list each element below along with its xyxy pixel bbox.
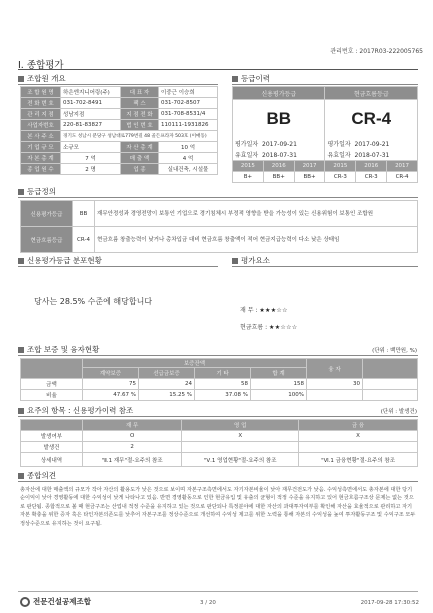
row-label: 발생여부: [21, 431, 83, 442]
factor-section-header: [232, 255, 270, 266]
cell-label: 팩 스: [121, 98, 159, 109]
cell-label: 현금흐름등급: [21, 227, 73, 253]
credit-valid-date: [233, 149, 325, 161]
blank-header: [363, 359, 418, 379]
ratio-cell: 37.08 %: [195, 390, 251, 401]
table-row: [21, 379, 418, 390]
caution-detail-cell: "Ⅴ.1 영업현황"절-요주의 참조: [182, 453, 299, 467]
caution-section-line: [18, 416, 418, 417]
distribution-text: 당사는 28.5% 수준에 해당합니다: [34, 297, 153, 306]
year-header: 2017: [294, 161, 325, 172]
factor-label: 현금흐름 :: [240, 324, 268, 331]
definition-section-header: [18, 186, 56, 197]
column-header: 금 융: [299, 420, 418, 431]
grade-history-cell: BB+: [294, 172, 325, 183]
grade-history-cell: B+: [233, 172, 264, 183]
amount-cell: 24: [139, 379, 195, 390]
company-section-line: [18, 84, 218, 85]
valid-date-label: 유효일자: [235, 151, 259, 159]
cell-label: 지 점 전 화: [121, 109, 159, 120]
credit-grade-value: BB: [233, 100, 325, 138]
caution-cell: [299, 442, 418, 453]
amount-cell: 158: [251, 379, 307, 390]
caution-unit: (단위 : 발생건): [380, 409, 417, 415]
cell-label: 기 업 규 모: [21, 142, 61, 153]
table-row: [21, 87, 218, 98]
page-title: Ⅰ. 종합평가: [18, 60, 64, 71]
caution-detail-cell: "Ⅵ.1 금융현황"절-요주의 참조: [299, 453, 418, 467]
section-square-icon: [18, 189, 24, 195]
ratio-cell: 15.25 %: [139, 390, 195, 401]
eval-date-label: 평가일자: [235, 140, 259, 148]
definition-table: [20, 200, 418, 253]
cell-label: 매 출 액: [121, 153, 159, 164]
guarantee-table: [20, 358, 418, 401]
amount-cell: 75: [83, 379, 139, 390]
table-row: [21, 120, 218, 131]
definition-section-title: 등급정의: [27, 187, 56, 196]
cell-value: 소규모: [61, 142, 121, 153]
section-square-icon: [18, 76, 24, 82]
company-section-header: [18, 73, 66, 84]
caution-detail-cell: "Ⅱ.1 재무"절-요주의 참조: [83, 453, 182, 467]
table-row: [21, 453, 418, 467]
guarantee-group-header: 보증잔액: [83, 359, 307, 368]
caution-cell: X: [182, 431, 299, 442]
section-square-icon: [18, 347, 24, 353]
ratio-cell: [307, 390, 363, 401]
org-logo-icon: [20, 597, 30, 607]
column-header: 영 업: [182, 420, 299, 431]
ratio-cell: 47.67 %: [83, 390, 139, 401]
guarantee-section-title: 조합 보증 및 융자현황: [27, 345, 100, 354]
row-label: 비율: [21, 390, 83, 401]
section-square-icon: [18, 408, 24, 414]
cell-value: 10 억: [159, 142, 218, 153]
factor-section-line: [232, 266, 418, 267]
blank-cell: [363, 379, 418, 390]
cell-value: 031-702-8491: [61, 98, 121, 109]
row-label: 금액: [21, 379, 83, 390]
cell-value: 하은엔지니어링(주): [61, 87, 121, 98]
caution-section-header: [18, 405, 133, 416]
distribution-section-line: [18, 266, 218, 267]
cell-value: 4 억: [159, 153, 218, 164]
grade-history-cell: CR-3: [356, 172, 387, 183]
section-square-icon: [18, 473, 24, 479]
table-row: [21, 390, 418, 401]
cash-grade-value: CR-4: [325, 100, 418, 138]
guarantee-unit: (단위 : 백만원, %): [372, 348, 417, 354]
ratio-cell: 100%: [251, 390, 307, 401]
grade-history-cell: CR-3: [325, 172, 356, 183]
cell-label: 조 합 원 명: [21, 87, 61, 98]
cell-value: 110111-1931826: [159, 120, 218, 131]
grade-section-line: [232, 84, 418, 85]
cell-value: 220-81-83827: [61, 120, 121, 131]
company-section-title: 조합원 개요: [27, 74, 66, 83]
management-number: 관리번호 : 2017R03-222005765: [330, 48, 423, 55]
distribution-section-header: [18, 255, 102, 266]
definition-grade: CR-4: [73, 227, 95, 253]
cash-valid-date: [325, 149, 418, 161]
cell-label: 자 산 총 계: [121, 142, 159, 153]
caution-cell: [182, 442, 299, 453]
company-table: [20, 86, 218, 175]
opinion-text: 총자산에 대한 매출액의 규모가 작아 자산의 활용도가 낮은 것으로 보이며 자본구조측면에서도 자기자본비율이 낮아 재무건전도가 낮음. 수익성측면에서도 총자본에 대한 당기순이익이 낮아 경영활동에 대한 수익성이 낮게 나타나고 있음. 반면 경영활동으로 인한 현금유입 및 유출의 균형이 적정 수준을 유지하고 있어 현금흐름구조상 문제는 없는 것으로 판단됨. 종합적으로 볼 때 현금구조는 산업내 적정 수준을 유지하고 있는 것으로 판단되나 특정분야에 대한 자산의 과대투자여부를 확인해 자산을 효율적으로 관리하고 자기자본 확충을 위한 증자 혹은 타인자본의존도를 낮추어 자본구조를 정상수준으로 개선하여 수익성 제고를 위한 노력을 통해 자본의 수익성을 높여 투자활동구조 및 수익구조 모두 정상수준으로 유지하는 것이 요구됨.: [20, 487, 416, 527]
caution-cell: O: [83, 431, 182, 442]
year-header: 2015: [325, 161, 356, 172]
page-number: 3 / 20: [200, 600, 216, 606]
opinion-section-title: 종합의견: [27, 471, 56, 480]
eval-date-label: 평가일자: [327, 140, 351, 148]
valid-date-value: 2018-07-31: [262, 151, 297, 159]
eval-date-value: 2017-09-21: [354, 140, 390, 148]
section-square-icon: [18, 258, 24, 264]
definition-section-line: [18, 197, 418, 198]
valid-date-value: 2018-07-31: [354, 151, 390, 159]
table-row: [21, 142, 218, 153]
factor-cashflow: [240, 322, 297, 331]
cell-value: 성남지점: [61, 109, 121, 120]
cell-label: 종 업 원 수: [21, 164, 61, 175]
opinion-section-header: [18, 470, 56, 481]
blank-header: [21, 420, 83, 431]
column-header: 계약보증: [83, 368, 139, 379]
guarantee-section-line: [18, 355, 418, 356]
loan-header: 융 자: [307, 359, 363, 379]
distribution-section-title: 신용평가등급 분포현황: [27, 256, 102, 265]
column-header: 선급금보증: [139, 368, 195, 379]
cell-label: 본 사 주 소: [21, 131, 61, 142]
table-row: [21, 131, 218, 142]
blank-cell: [363, 390, 418, 401]
star-rating-icon: ★★★☆☆: [259, 307, 288, 314]
cell-label: 전 화 번 호: [21, 98, 61, 109]
cell-label: 대 표 자: [121, 87, 159, 98]
cell-value: 2 명: [61, 164, 121, 175]
opinion-section-line: [18, 481, 418, 482]
grade-section-header: [232, 73, 270, 84]
caution-section-title: 요주의 항목 : 신용평가이력 참조: [27, 406, 134, 415]
amount-cell: 30: [307, 379, 363, 390]
year-header: 2017: [387, 161, 418, 172]
org-name: 전문건설공제조합: [33, 597, 91, 606]
print-datetime: 2017-09-28 17:30:52: [360, 600, 419, 606]
table-row: [21, 442, 418, 453]
credit-eval-date: [233, 138, 325, 149]
cell-label: 관 리 지 점: [21, 109, 61, 120]
grade-table: [232, 86, 418, 183]
star-rating-icon: ★★☆☆☆: [269, 324, 298, 331]
year-header: 2015: [233, 161, 264, 172]
amount-cell: 58: [195, 379, 251, 390]
cell-value: 이중근 이승희: [159, 87, 218, 98]
table-row: [21, 153, 218, 164]
section-square-icon: [232, 76, 238, 82]
row-label: 상세내역: [21, 453, 83, 467]
grade-history-cell: BB+: [263, 172, 294, 183]
cell-value: 031-708-8531/4: [159, 109, 218, 120]
valid-date-label: 유효일자: [327, 151, 351, 159]
definition-grade: BB: [73, 201, 95, 227]
table-row: [21, 109, 218, 120]
eval-date-value: 2017-09-21: [262, 140, 297, 148]
footer-logo: [20, 596, 91, 607]
cash-grade-header: 현금흐름등급: [325, 87, 418, 100]
table-row: [21, 431, 418, 442]
factor-label: 재 무 :: [240, 307, 258, 314]
grade-history-cell: CR-4: [387, 172, 418, 183]
blank-header: [21, 359, 83, 379]
caution-table: [20, 419, 418, 467]
year-header: 2016: [356, 161, 387, 172]
caution-cell: X: [299, 431, 418, 442]
cell-value: 실내건축, 시설물: [159, 164, 218, 175]
column-header: 기 타: [195, 368, 251, 379]
column-header: 재 무: [83, 420, 182, 431]
cell-label: 사업자번호: [21, 120, 61, 131]
table-row: [21, 164, 218, 175]
address-value: 경기도 성남시 분당구 성남대로779번길 48 골든프라자 503호 (이매동): [61, 131, 218, 142]
cell-value: 7 억: [61, 153, 121, 164]
cell-label: 신용평가등급: [21, 201, 73, 227]
caution-cell: 2: [83, 442, 182, 453]
row-label: 발생건: [21, 442, 83, 453]
grade-section-title: 등급이력: [241, 74, 270, 83]
section-square-icon: [232, 258, 238, 264]
factor-finance: [240, 305, 288, 314]
definition-text: 재무안정성과 경영전망이 보통인 기업으로 경기침체시 부정적 영향을 받을 가능성이 있는 신용위험이 보통인 조합원: [95, 201, 418, 227]
cell-label: 업 종: [121, 164, 159, 175]
title-divider: [18, 69, 418, 70]
cell-value: 031-702-8507: [159, 98, 218, 109]
factor-section-title: 평가요소: [241, 256, 270, 265]
cell-label: 법 인 번 호: [121, 120, 159, 131]
credit-grade-header: 신용평가등급: [233, 87, 325, 100]
year-header: 2016: [263, 161, 294, 172]
footer-line: [18, 591, 418, 592]
column-header: 합 계: [251, 368, 307, 379]
definition-text: 현금흐름 창출능력이 낮거나 총차입금 대비 현금흐름 창출액이 적어 현금지급능력이 다소 낮은 상태임: [95, 227, 418, 253]
cash-eval-date: [325, 138, 418, 149]
cell-label: 자 본 총 계: [21, 153, 61, 164]
table-row: [21, 98, 218, 109]
guarantee-section-header: [18, 344, 99, 355]
